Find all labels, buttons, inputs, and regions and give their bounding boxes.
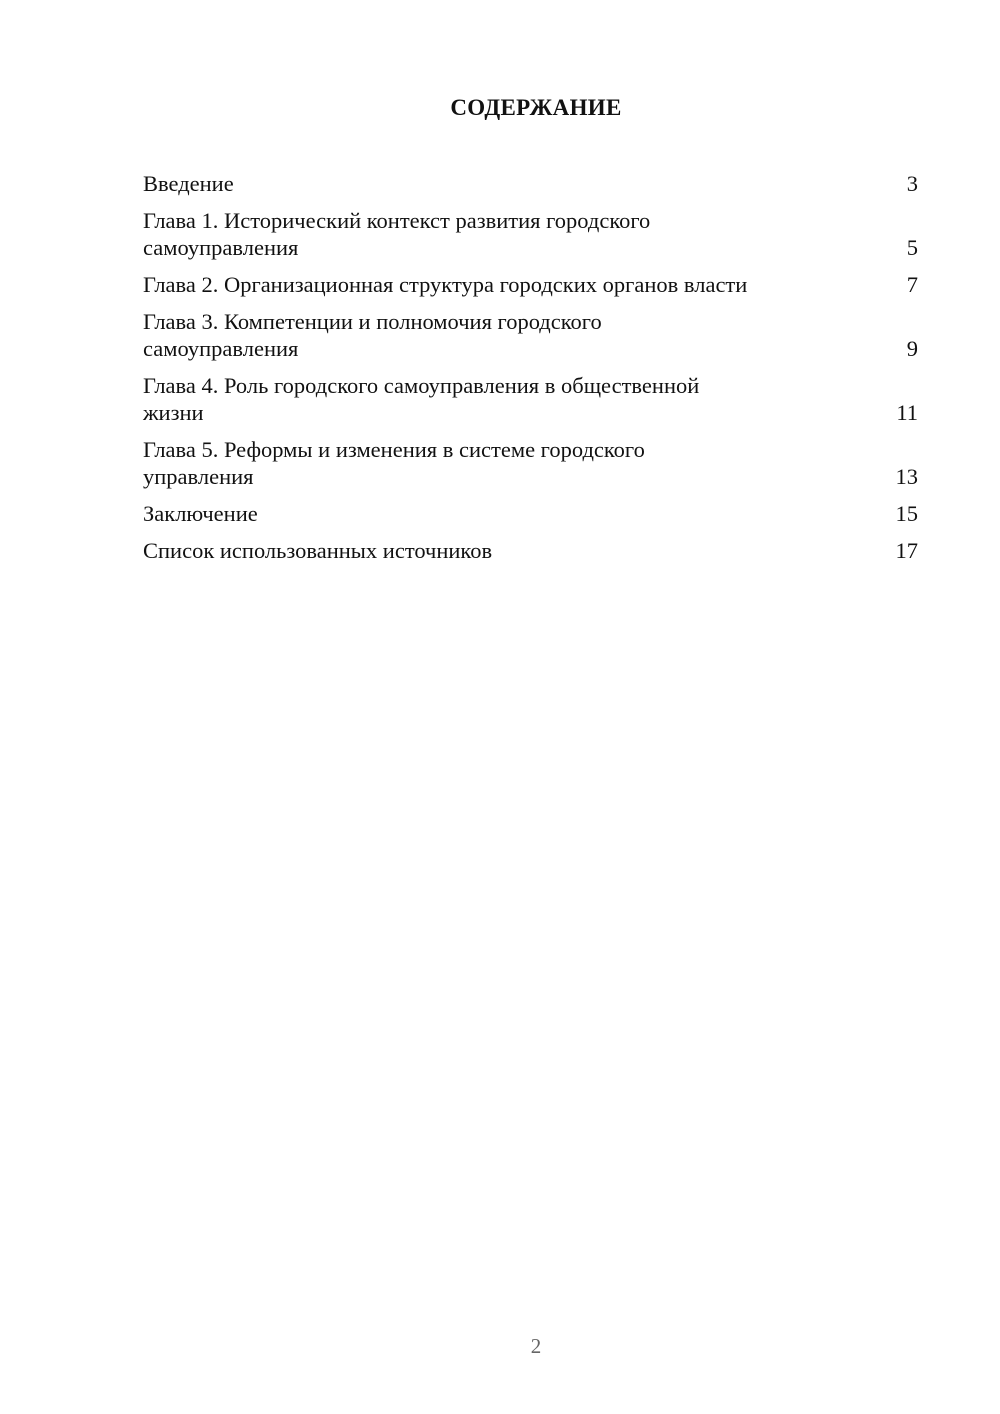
toc-entry-chapter-2 — [143, 271, 918, 298]
toc-entry-page: 3 — [906, 171, 918, 196]
toc-entry-chapter-5 — [143, 436, 918, 490]
page-number: 2 — [530, 1334, 542, 1358]
page-title: СОДЕРЖАНИЕ — [450, 95, 622, 120]
toc-entry-page: 7 — [906, 272, 918, 297]
toc-entry-page: 11 — [896, 400, 918, 425]
toc-entry-page: 5 — [906, 235, 918, 260]
table-of-contents — [143, 170, 918, 574]
toc-entry-title: Глава 4. Роль городского самоуправления в общественной жизни — [143, 373, 700, 425]
toc-entry-title: Глава 2. Организационная структура городских органов власти — [143, 272, 748, 297]
toc-entry-page: 9 — [906, 336, 918, 361]
toc-entry-introduction — [143, 170, 918, 197]
toc-entry-title: Глава 5. Реформы и изменения в системе городского управления — [143, 437, 645, 489]
toc-entry-title: Глава 3. Компетенции и полномочия городского самоуправления — [143, 309, 602, 361]
toc-entry-chapter-3 — [143, 308, 918, 362]
toc-entry-title: Заключение — [143, 501, 258, 526]
toc-entry-chapter-4 — [143, 372, 918, 426]
toc-entry-title: Введение — [143, 171, 234, 196]
toc-entry-conclusion — [143, 500, 918, 527]
toc-entry-title: Список использованных источников — [143, 538, 493, 563]
toc-entry-title: Глава 1. Исторический контекст развития городского самоуправления — [143, 208, 651, 260]
toc-entry-page: 13 — [895, 464, 918, 489]
toc-entry-chapter-1 — [143, 207, 918, 261]
toc-entry-page: 17 — [895, 538, 918, 563]
toc-entry-references — [143, 537, 918, 564]
toc-entry-page: 15 — [895, 501, 918, 526]
